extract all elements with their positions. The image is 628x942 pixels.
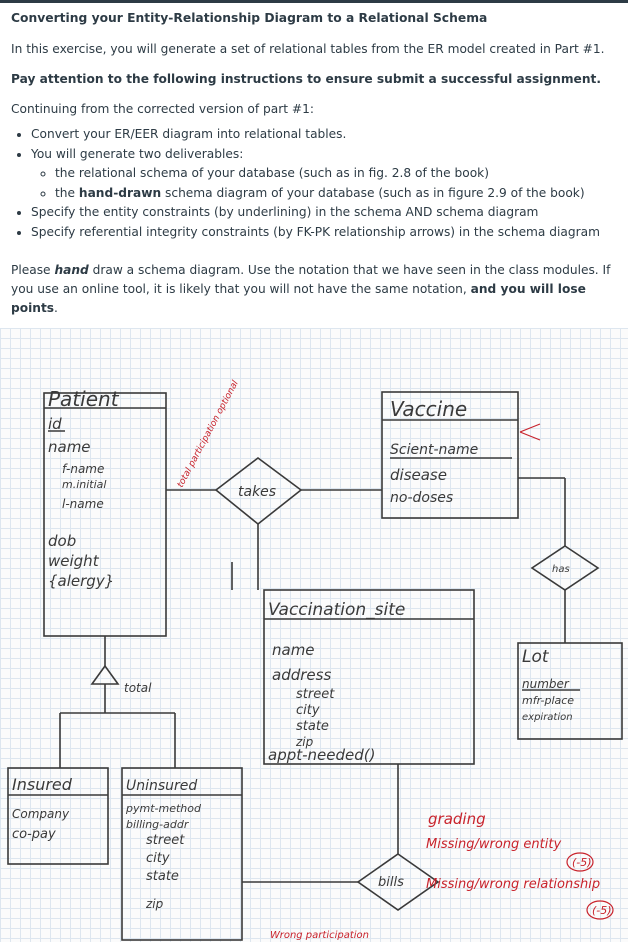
list-item-text: the xyxy=(55,185,79,200)
intro-paragraph: In this exercise, you will generate a set of relational tables from the ER model created in Part #1. xyxy=(11,42,605,56)
lot-attr-number: number xyxy=(522,677,569,691)
list-item-text: You will generate two deliverables: xyxy=(31,146,244,161)
note-hand: hand xyxy=(54,263,89,277)
site-title: Vaccination_site xyxy=(268,600,406,620)
vaccine-attr-disease: disease xyxy=(390,466,447,484)
patient-attr-lname: l-name xyxy=(62,497,104,511)
vaccine-title: Vaccine xyxy=(390,397,468,421)
list-item: • Specify the entity constraints (by underlining) in the schema AND schema diagram xyxy=(31,203,628,223)
list-item: ◦ the relational schema of your database (such as in fig. 2.8 of the book) xyxy=(55,164,628,184)
site-attr-address: address xyxy=(272,666,332,684)
wrong-participation-note: Wrong participation xyxy=(270,930,369,941)
hand-draw-note xyxy=(11,261,628,318)
takes-label: takes xyxy=(238,484,277,500)
list-item xyxy=(55,184,628,204)
uninsured-attr-street: street xyxy=(146,833,185,848)
uninsured-attr-city: city xyxy=(146,851,170,866)
patient-attr-weight: weight xyxy=(48,552,99,570)
patient-attr-alergy: {alergy} xyxy=(48,572,115,590)
patient-entity xyxy=(44,393,166,636)
list-item xyxy=(31,145,628,204)
insured-attr-copay: co-pay xyxy=(12,827,56,842)
grading-line-1: Missing/wrong entity xyxy=(426,837,562,852)
list-item: • Specify referential integrity constraints (by FK-PK relationship arrows) in the schema diagram xyxy=(31,223,628,243)
site-attr-appt: appt-needed() xyxy=(268,746,376,764)
vaccine-attr-sci: Scient-name xyxy=(390,442,479,458)
instruction-list xyxy=(11,125,628,242)
grading-title: grading xyxy=(428,810,486,828)
uninsured-attr-pay: pymt-method xyxy=(126,802,201,815)
grading-points-1: (-5) xyxy=(572,856,592,869)
patient-title: Patient xyxy=(48,387,119,411)
has-label: has xyxy=(552,564,570,575)
lot-attr-exp: expiration xyxy=(522,712,573,723)
deliverables-list xyxy=(31,164,628,203)
list-item-text: schema diagram of your database (such as in figure 2.9 of the book) xyxy=(161,185,585,200)
er-diagram-svg xyxy=(0,328,628,942)
site-attr-zip: zip xyxy=(296,735,314,749)
note-text: Please xyxy=(11,263,55,277)
list-item-bold: hand-drawn xyxy=(78,185,162,200)
insured-attr-company: Company xyxy=(12,807,70,821)
grading-points-2: (-5) xyxy=(592,904,612,917)
total-label: total xyxy=(124,681,152,695)
site-attr-name: name xyxy=(272,641,315,659)
vaccine-attr-doses: no-doses xyxy=(390,490,454,506)
lot-title: Lot xyxy=(522,647,549,667)
list-item: • Convert your ER/EER diagram into relational tables. xyxy=(31,125,628,145)
isa-triangle xyxy=(92,666,118,684)
patient-attr-minitial: m.initial xyxy=(62,478,107,491)
note-bold: and you will lose points xyxy=(11,282,586,315)
assignment-content xyxy=(0,3,628,331)
uninsured-attr-billing: billing-addr xyxy=(126,818,189,831)
patient-attr-name: name xyxy=(48,438,91,456)
uninsured-attr-state: state xyxy=(146,869,179,884)
patient-attr-dob: dob xyxy=(48,532,77,550)
site-attr-state: state xyxy=(296,719,329,734)
site-attr-street: street xyxy=(296,687,335,702)
note-text: draw a schema diagram. Use the notation that we have seen in the class modules. If you use an online tool, it is likely that you will not have the same notation, xyxy=(11,263,611,296)
continuing-paragraph: Continuing from the corrected version of part #1: xyxy=(11,102,314,116)
site-attr-city: city xyxy=(296,703,320,718)
lot-attr-mfr: mfr-place xyxy=(522,694,575,707)
uninsured-attr-zip: zip xyxy=(146,897,164,911)
patient-attr-fname: f-name xyxy=(62,462,105,476)
hand-drawn-er-diagram xyxy=(0,328,628,942)
attention-paragraph: Pay attention to the following instructions to ensure submit a successful assignment. xyxy=(11,72,601,86)
note-text: . xyxy=(54,301,58,315)
page-title: Converting your Entity-Relationship Diagram to a Relational Schema xyxy=(11,11,488,25)
insured-title: Insured xyxy=(12,775,72,794)
grading-line-2: Missing/wrong relationship xyxy=(426,877,601,892)
participation-note: total participation optional xyxy=(175,379,241,490)
patient-attr-id: id xyxy=(48,415,62,433)
uninsured-title: Uninsured xyxy=(126,778,198,794)
bills-label: bills xyxy=(378,875,404,890)
